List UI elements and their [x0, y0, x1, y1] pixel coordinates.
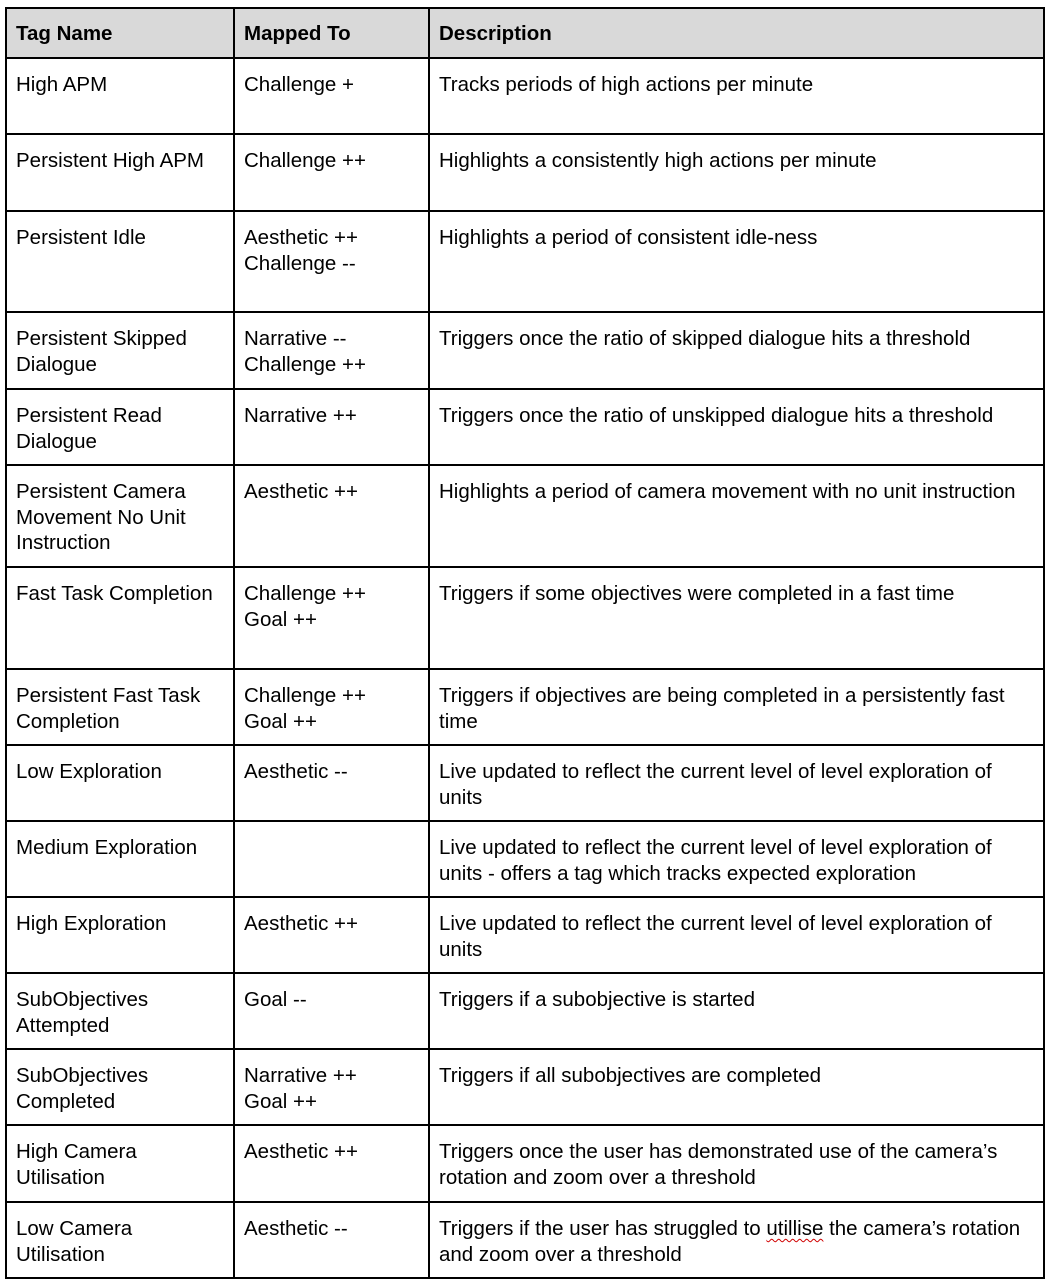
description-cell: Triggers if objectives are being completed in a persistently fast time — [429, 669, 1044, 745]
table-row — [6, 312, 1044, 389]
header-mapped-to: Mapped To — [234, 8, 429, 58]
description-cell: Triggers if all subobjectives are completed — [429, 1049, 1044, 1125]
description-cell: Triggers if some objectives were completed in a fast time — [429, 567, 1044, 669]
description-cell: Tracks periods of high actions per minute — [429, 58, 1044, 134]
description-cell: Live updated to reflect the current level of level exploration of units — [429, 745, 1044, 821]
table-row — [6, 1202, 1044, 1278]
tag-name-cell: Persistent Skipped Dialogue — [6, 312, 234, 389]
tag-name-cell: Persistent Idle — [6, 211, 234, 312]
tag-name-cell: High Exploration — [6, 897, 234, 973]
tag-name-cell: Persistent Read Dialogue — [6, 389, 234, 465]
mapped-to-cell: Aesthetic -- — [234, 745, 429, 821]
mapped-to-cell: Challenge ++ — [234, 134, 429, 211]
tag-name-cell: SubObjectives Attempted — [6, 973, 234, 1049]
tag-name-cell: High APM — [6, 58, 234, 134]
tag-name-cell: SubObjectives Completed — [6, 1049, 234, 1125]
table-row — [6, 465, 1044, 567]
table-row — [6, 1049, 1044, 1125]
mapped-to-cell: Challenge ++ Goal ++ — [234, 669, 429, 745]
table-row — [6, 821, 1044, 897]
tag-mapping-table — [5, 7, 1045, 1279]
tag-name-cell: High Camera Utilisation — [6, 1125, 234, 1202]
mapped-to-cell: Aesthetic ++ Challenge -- — [234, 211, 429, 312]
spellcheck-flagged-word[interactable]: utillise — [766, 1217, 824, 1240]
tag-name-cell: Fast Task Completion — [6, 567, 234, 669]
table-row — [6, 745, 1044, 821]
table-row — [6, 1125, 1044, 1202]
table-row — [6, 134, 1044, 211]
description-cell: Highlights a period of camera movement with no unit instruction — [429, 465, 1044, 567]
description-cell: Live updated to reflect the current level of level exploration of units — [429, 897, 1044, 973]
mapped-to-cell — [234, 821, 429, 897]
table-row — [6, 973, 1044, 1049]
header-description: Description — [429, 8, 1044, 58]
mapped-to-cell: Aesthetic ++ — [234, 1125, 429, 1202]
tag-name-cell: Persistent Fast Task Completion — [6, 669, 234, 745]
table-row — [6, 897, 1044, 973]
mapped-to-cell: Goal -- — [234, 973, 429, 1049]
description-cell: Triggers once the user has demonstrated use of the camera’s rotation and zoom over a threshold — [429, 1125, 1044, 1202]
mapped-to-cell: Narrative -- Challenge ++ — [234, 312, 429, 389]
table-row — [6, 211, 1044, 312]
description-cell: Live updated to reflect the current level of level exploration of units - offers a tag which tracks expected exploration — [429, 821, 1044, 897]
table-row — [6, 389, 1044, 465]
description-cell: Highlights a consistently high actions per minute — [429, 134, 1044, 211]
table-header-row — [6, 8, 1044, 58]
description-text: the camera’s rotation and zoom over a threshold — [439, 1217, 1021, 1266]
tag-name-cell: Persistent Camera Movement No Unit Instruction — [6, 465, 234, 567]
tag-name-cell: Medium Exploration — [6, 821, 234, 897]
description-cell: Highlights a period of consistent idle-ness — [429, 211, 1044, 312]
description-text: Triggers if the user has struggled to — [439, 1217, 767, 1240]
tag-name-cell: Low Camera Utilisation — [6, 1202, 234, 1278]
description-cell: Triggers once the ratio of unskipped dialogue hits a threshold — [429, 389, 1044, 465]
mapped-to-cell: Aesthetic ++ — [234, 897, 429, 973]
tag-name-cell: Persistent High APM — [6, 134, 234, 211]
mapped-to-cell: Aesthetic -- — [234, 1202, 429, 1278]
mapped-to-cell: Challenge ++ Goal ++ — [234, 567, 429, 669]
header-tag-name: Tag Name — [6, 8, 234, 58]
description-cell: Triggers if a subobjective is started — [429, 973, 1044, 1049]
description-cell — [429, 1202, 1044, 1278]
description-cell: Triggers once the ratio of skipped dialogue hits a threshold — [429, 312, 1044, 389]
mapped-to-cell: Aesthetic ++ — [234, 465, 429, 567]
mapped-to-cell: Challenge + — [234, 58, 429, 134]
mapped-to-cell: Narrative ++ — [234, 389, 429, 465]
table-row — [6, 669, 1044, 745]
table-row — [6, 58, 1044, 134]
table-row — [6, 567, 1044, 669]
tag-name-cell: Low Exploration — [6, 745, 234, 821]
mapped-to-cell: Narrative ++ Goal ++ — [234, 1049, 429, 1125]
